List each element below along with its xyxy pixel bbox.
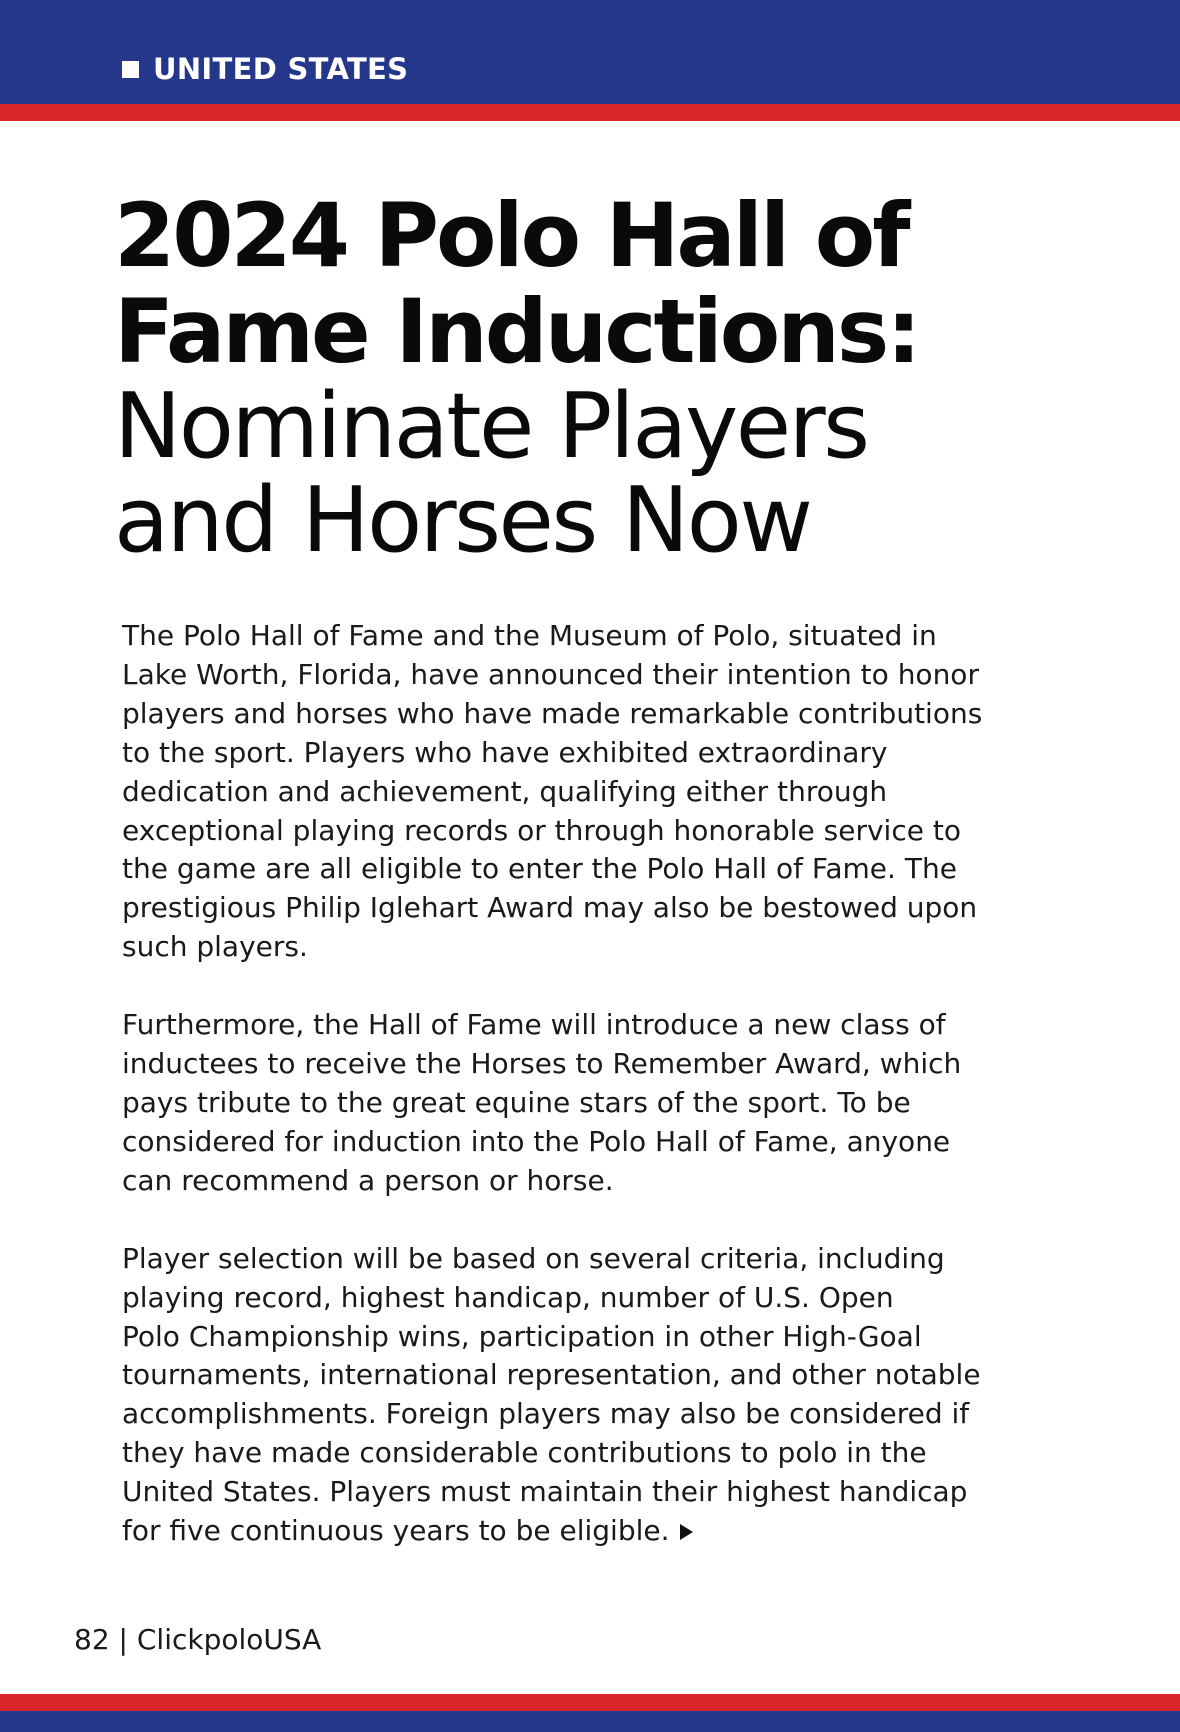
body-paragraph-3-text: Player selection will be based on several criteria, including playing record, highest handicap, number of U.S. Open Polo Championship wins, participation in other High-Goal tournaments, international representation, and other notable accomplishments. Foreign players may also be considered if they have made considerable contributions to polo in the United States. Players must maintain their highest handicap for five continuous years to be eligible.	[122, 1241, 981, 1548]
headline-light: Nominate Players and Horses Now	[114, 374, 868, 573]
article-headline	[114, 184, 1114, 573]
footer-band	[0, 1711, 1180, 1732]
page-folio: 82 | ClickpoloUSA	[74, 1623, 322, 1656]
body-paragraph-2: Furthermore, the Hall of Fame will introduce a new class of inductees to receive the Horses to Remember Award, which pays tribute to the great equine stars of the sport. To be considered for induction into the Polo Hall of Fame, anyone can recommend a person or horse.	[122, 1008, 962, 1197]
article-body	[122, 617, 1062, 1590]
section-label	[122, 50, 408, 88]
header-stripe	[0, 104, 1180, 121]
triangle-right-icon	[680, 1524, 693, 1540]
body-paragraph-3	[122, 1240, 1062, 1551]
section-label-text: UNITED STATES	[153, 52, 409, 86]
square-bullet-icon	[122, 61, 139, 78]
headline-bold: 2024 Polo Hall of Fame Inductions:	[114, 184, 919, 383]
footer-stripe	[0, 1694, 1180, 1711]
body-paragraph-1: The Polo Hall of Fame and the Museum of Polo, situated in Lake Worth, Florida, have announced their intention to honor players and horses who have made remarkable contributions to the sport. Players who have exhibited extraordinary dedication and achievement, qualifying either through exceptional playing records or through honorable service to the game are all eligible to enter the Polo Hall of Fame. The prestigious Philip Iglehart Award may also be bestowed upon such players.	[122, 619, 983, 964]
